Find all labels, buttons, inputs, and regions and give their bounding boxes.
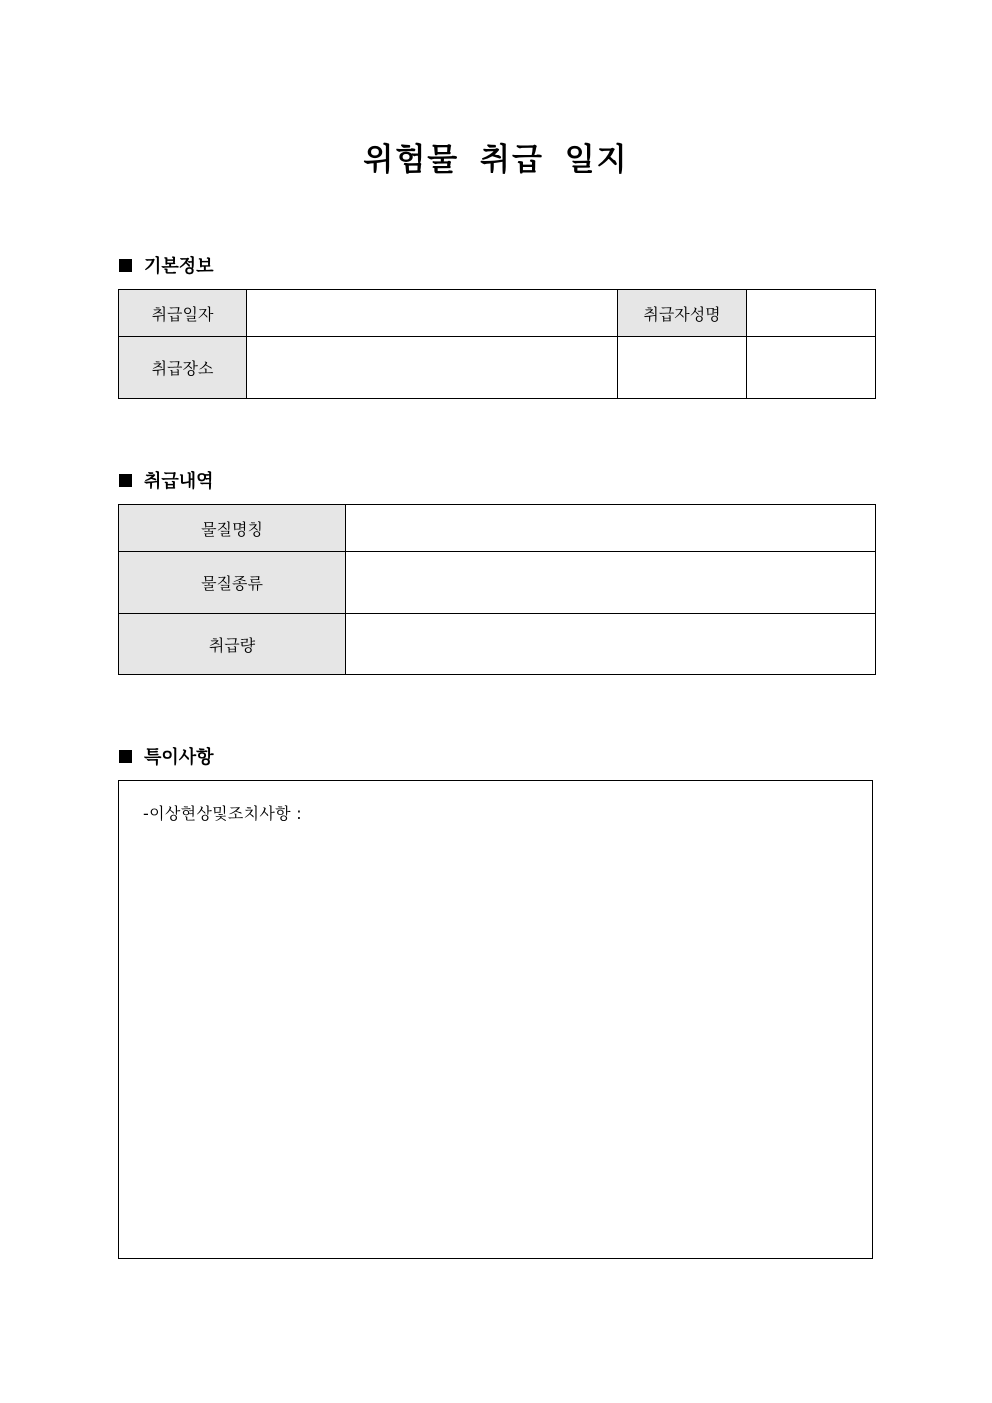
place-field[interactable] bbox=[247, 337, 618, 399]
handling-details-heading bbox=[119, 468, 214, 492]
handler-name-label: 취급자성명 bbox=[618, 290, 747, 337]
table-row bbox=[119, 505, 876, 552]
document-title: 위험물 취급 일지 bbox=[363, 142, 629, 178]
substance-name-label: 물질명칭 bbox=[119, 505, 346, 552]
remarks-field[interactable] bbox=[118, 780, 873, 1259]
date-label: 취급일자 bbox=[119, 290, 247, 337]
square-bullet-icon bbox=[119, 259, 132, 272]
quantity-field[interactable] bbox=[346, 614, 876, 675]
blank-cell[interactable] bbox=[618, 337, 747, 399]
table-row bbox=[119, 552, 876, 614]
place-label: 취급장소 bbox=[119, 337, 247, 399]
basic-info-table bbox=[118, 289, 876, 399]
blank-cell[interactable] bbox=[747, 337, 876, 399]
handler-name-field[interactable] bbox=[747, 290, 876, 337]
remarks-heading bbox=[119, 744, 214, 768]
handling-details-table bbox=[118, 504, 876, 675]
basic-info-heading bbox=[119, 253, 214, 277]
substance-name-field[interactable] bbox=[346, 505, 876, 552]
table-row bbox=[119, 614, 876, 675]
date-field[interactable] bbox=[247, 290, 618, 337]
handling-details-heading-text: 취급내역 bbox=[144, 471, 214, 492]
substance-type-field[interactable] bbox=[346, 552, 876, 614]
substance-type-label: 물질종류 bbox=[119, 552, 346, 614]
anomaly-action-label: -이상현상및조치사항 : bbox=[143, 804, 302, 823]
quantity-label: 취급량 bbox=[119, 614, 346, 675]
remarks-heading-text: 특이사항 bbox=[144, 747, 214, 768]
square-bullet-icon bbox=[119, 750, 132, 763]
square-bullet-icon bbox=[119, 474, 132, 487]
table-row bbox=[119, 290, 876, 337]
table-row bbox=[119, 337, 876, 399]
basic-info-heading-text: 기본정보 bbox=[144, 256, 214, 277]
